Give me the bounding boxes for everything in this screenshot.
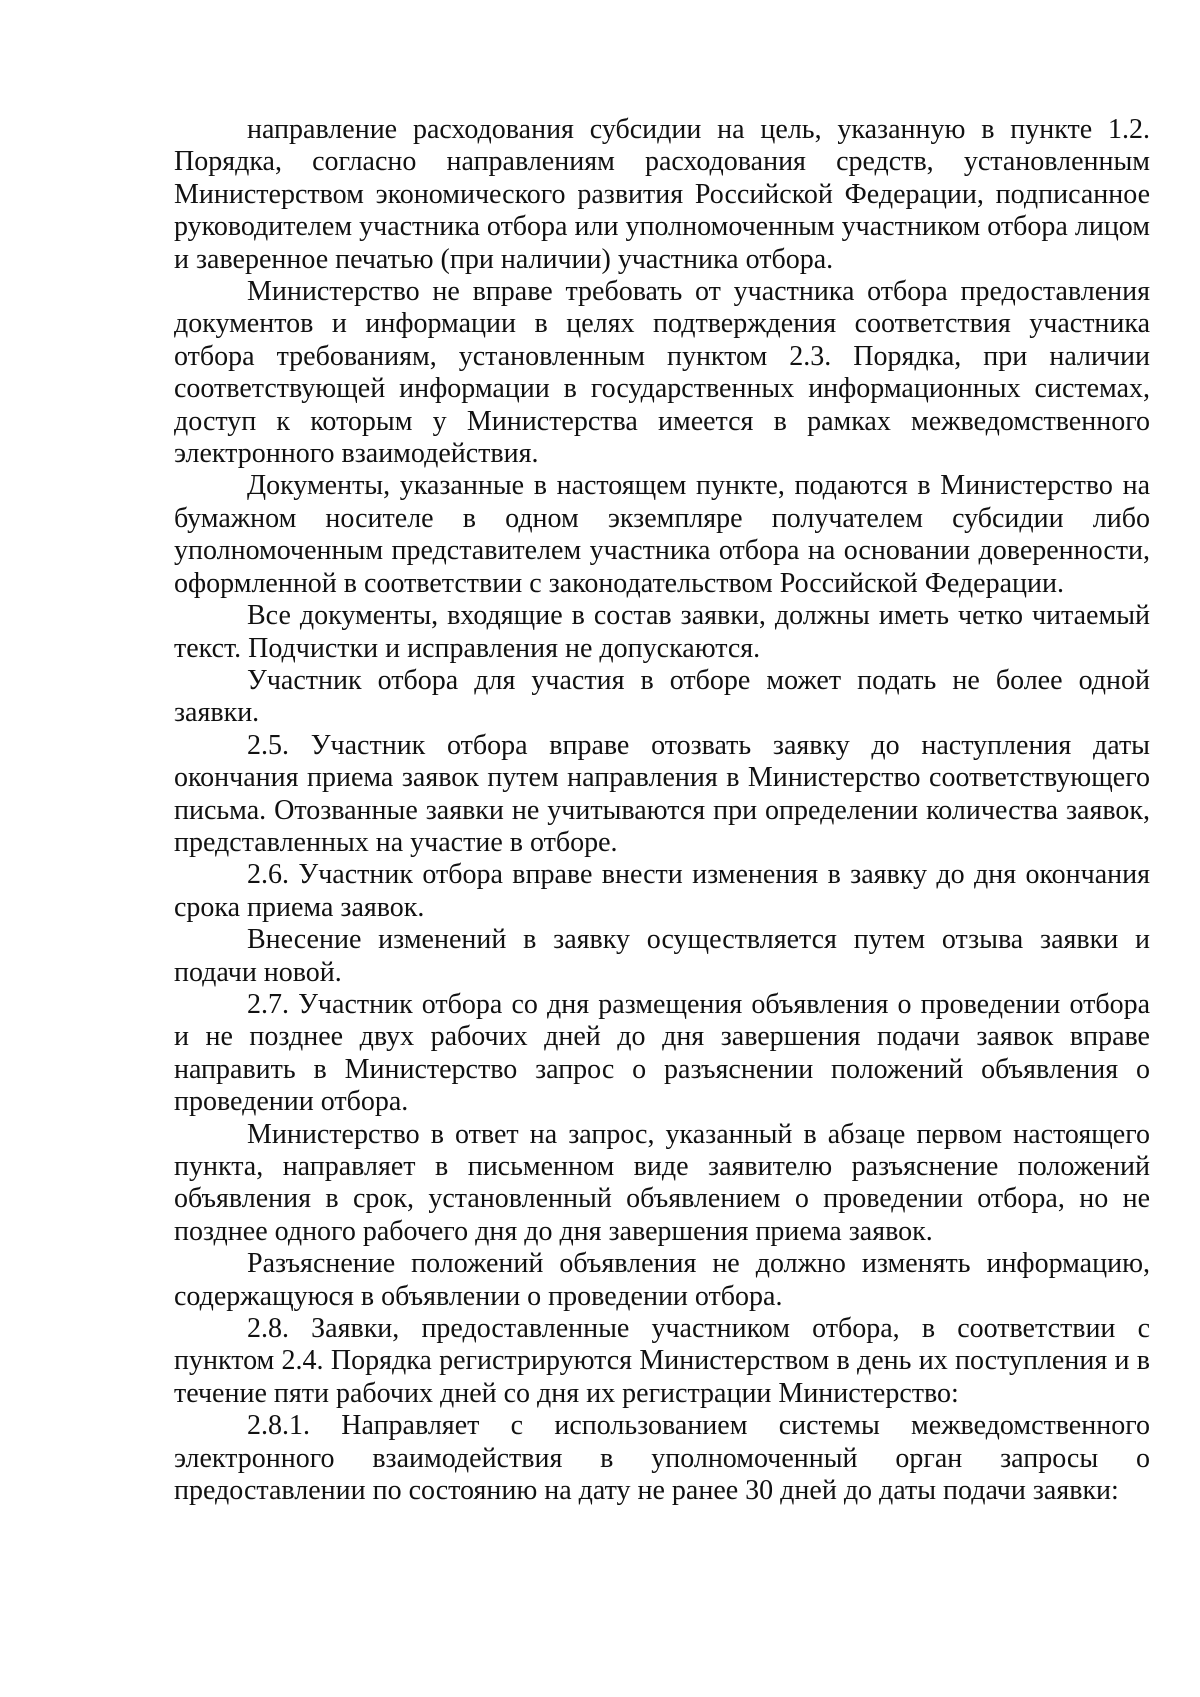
- paragraph-2-6-changes: 2.6. Участник отбора вправе внести изменения в заявку до дня окончания срока приема заявок.: [174, 859, 1150, 923]
- paragraph-2-8-registration: 2.8. Заявки, предоставленные участником отбора, в соответствии с пунктом 2.4. Порядка регистрируются Министерством в день их поступления и в течение пяти рабочих дней со дня их регистрации Министерство:: [174, 1313, 1150, 1409]
- paragraph-readable-documents: Все документы, входящие в состав заявки, должны иметь четко читаемый текст. Подчистки и исправления не допускаются.: [174, 600, 1150, 664]
- paragraph-ministry-response: Министерство в ответ на запрос, указанный в абзаце первом настоящего пункта, направляет в письменном виде заявителю разъяснение положений объявления в срок, установленный объявлением о проведении отбора, но не позднее одного рабочего дня до дня завершения приема заявок.: [174, 1118, 1150, 1247]
- paragraph-subsidy-direction: направление расходования субсидии на цель, указанную в пункте 1.2. Порядка, согласно направлениям расходования средств, установленным Министерством экономического развития Российской Федерации, подписанное руководителем участника отбора или уполномоченным участником отбора лицом и заверенное печатью (при наличии) участника отбора.: [174, 114, 1150, 275]
- paragraph-documents-submission: Документы, указанные в настоящем пункте, подаются в Министерство на бумажном носителе в одном экземпляре получателем субсидии либо уполномоченным представителем участника отбора на основании доверенности, оформленной в соответствии с законодательством Российской Федерации.: [174, 470, 1150, 599]
- paragraph-2-8-1-requests: 2.8.1. Направляет с использованием системы межведомственного электронного взаимодействия в уполномоченный орган запросы о предоставлении по состоянию на дату не ранее 30 дней до даты подачи заявки:: [174, 1410, 1150, 1507]
- paragraph-one-application: Участник отбора для участия в отборе может подать не более одной заявки.: [174, 664, 1150, 729]
- document-body: [174, 114, 1150, 1507]
- paragraph-clarification-limits: Разъяснение положений объявления не должно изменять информацию, содержащуюся в объявлении о проведении отбора.: [174, 1248, 1150, 1312]
- paragraph-2-7-clarification-request: 2.7. Участник отбора со дня размещения объявления о проведении отбора и не позднее двух рабочих дней до дня завершения подачи заявок вправе направить в Министерство запрос о разъяснении положений объявления о проведении отбора.: [174, 988, 1150, 1118]
- paragraph-changes-procedure: Внесение изменений в заявку осуществляется путем отзыва заявки и подачи новой.: [174, 924, 1150, 988]
- paragraph-ministry-cannot-require: Министерство не вправе требовать от участника отбора предоставления документов и информации в целях подтверждения соответствия участника отбора требованиям, установленным пунктом 2.3. Порядка, при наличии соответствующей информации в государственных информационных системах, доступ к которым у Министерства имеется в рамках межведомственного электронного взаимодействия.: [174, 276, 1150, 470]
- paragraph-2-5-withdraw: 2.5. Участник отбора вправе отозвать заявку до наступления даты окончания приема заявок путем направления в Министерство соответствующего письма. Отозванные заявки не учитываются при определении количества заявок, представленных на участие в отборе.: [174, 729, 1150, 858]
